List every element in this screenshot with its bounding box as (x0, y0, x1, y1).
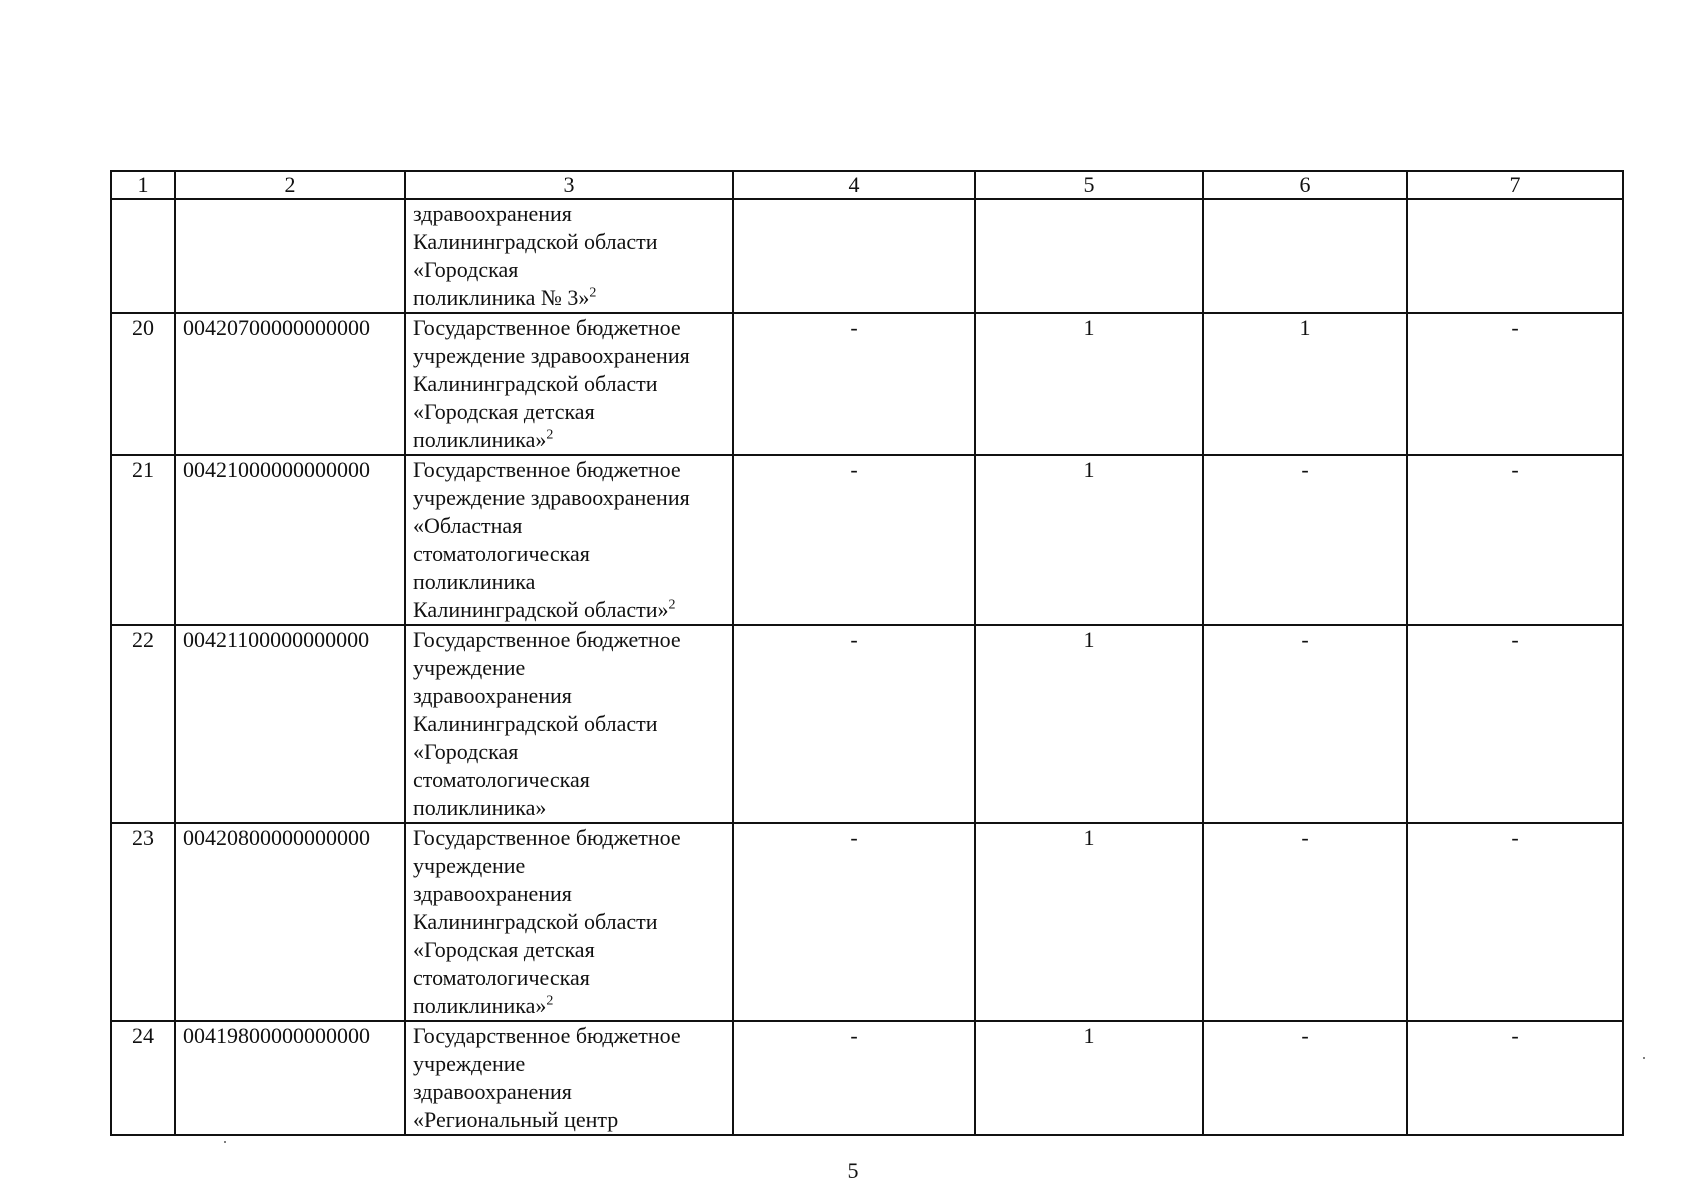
institution-name-line (413, 284, 725, 312)
institution-name-text: стоматологическая (413, 965, 590, 990)
institution-name-text: «Городская детская (413, 937, 595, 962)
institution-name-line (413, 794, 725, 822)
institution-name-text: здравоохранения (413, 201, 572, 226)
footnote-marker: 2 (668, 597, 676, 613)
institution-name-text: учреждение здравоохранения (413, 485, 690, 510)
institution-name-line (413, 484, 725, 512)
table-row (111, 199, 1623, 313)
header-cell: 4 (733, 171, 975, 199)
row-code: 00420700000000000 (175, 313, 405, 455)
table-row (111, 455, 1623, 625)
institution-name-text: поликлиника» (413, 427, 547, 452)
institution-name-line (413, 568, 725, 596)
institution-name-text: здравоохранения (413, 1079, 572, 1104)
institution-name-text: Государственное бюджетное (413, 825, 681, 850)
header-cell: 6 (1203, 171, 1407, 199)
footnote-marker: 2 (589, 285, 597, 301)
header-cell: 7 (1407, 171, 1623, 199)
institution-name-line (413, 682, 725, 710)
institution-name-line (413, 766, 725, 794)
institution-name-text: Калининградской области» (413, 597, 669, 622)
institution-name-text: стоматологическая (413, 541, 590, 566)
institution-name-line (413, 908, 725, 936)
col7-value (1407, 199, 1623, 313)
institution-name-line (413, 626, 725, 654)
institution-name-line (413, 654, 725, 682)
col6-value: - (1203, 625, 1407, 823)
table-row (111, 1021, 1623, 1135)
col6-value: - (1203, 823, 1407, 1021)
institution-name-text: «Городская (413, 257, 519, 282)
institution-name (405, 625, 733, 823)
header-cell: 1 (111, 171, 175, 199)
row-number (111, 199, 175, 313)
institution-name-text: поликлиника» (413, 795, 547, 820)
row-code (175, 199, 405, 313)
institution-name-text: «Региональный центр (413, 1107, 619, 1132)
institution-name (405, 1021, 733, 1135)
col5-value: 1 (975, 823, 1203, 1021)
institution-name-line (413, 596, 725, 624)
col5-value: 1 (975, 313, 1203, 455)
footnote-marker: 2 (546, 993, 554, 1009)
col7-value: - (1407, 823, 1623, 1021)
page-number: 5 (847, 1158, 859, 1183)
col7-value: - (1407, 1021, 1623, 1135)
institution-name-line (413, 1106, 725, 1134)
institution-name-line (413, 540, 725, 568)
institution-name-line (413, 738, 725, 766)
col4-value: - (733, 625, 975, 823)
institution-name-line (413, 1022, 725, 1050)
header-cell: 5 (975, 171, 1203, 199)
institution-name-line (413, 964, 725, 992)
institution-name-line (413, 710, 725, 738)
row-number: 24 (111, 1021, 175, 1135)
col7-value: - (1407, 625, 1623, 823)
scan-speck (224, 1141, 226, 1143)
data-table (110, 170, 1624, 1136)
col5-value: 1 (975, 625, 1203, 823)
scan-speck (1643, 1057, 1645, 1059)
institution-name-line (413, 228, 725, 256)
institution-name-text: учреждение (413, 853, 526, 878)
institution-name-line (413, 426, 725, 454)
table-row (111, 625, 1623, 823)
row-code: 00421000000000000 (175, 455, 405, 625)
institution-name-line (413, 512, 725, 540)
col6-value (1203, 199, 1407, 313)
col7-value: - (1407, 455, 1623, 625)
institution-name-text: Калининградской области (413, 909, 658, 934)
row-number: 20 (111, 313, 175, 455)
row-code: 00421100000000000 (175, 625, 405, 823)
institution-name-text: Государственное бюджетное (413, 315, 681, 340)
col5-value (975, 199, 1203, 313)
institution-name-line (413, 824, 725, 852)
header-row (111, 171, 1623, 199)
institution-name (405, 455, 733, 625)
institution-name-line (413, 992, 725, 1020)
institution-name (405, 313, 733, 455)
col6-value: - (1203, 1021, 1407, 1135)
institution-name (405, 823, 733, 1021)
institution-name-text: «Городская (413, 739, 519, 764)
institution-name-line (413, 936, 725, 964)
institution-name-text: Государственное бюджетное (413, 627, 681, 652)
institution-name-text: стоматологическая (413, 767, 590, 792)
institution-name-text: поликлиника» (413, 993, 547, 1018)
row-code: 00420800000000000 (175, 823, 405, 1021)
institution-name-text: учреждение (413, 655, 526, 680)
col4-value: - (733, 823, 975, 1021)
institution-name-text: учреждение здравоохранения (413, 343, 690, 368)
row-number: 21 (111, 455, 175, 625)
col7-value: - (1407, 313, 1623, 455)
col5-value: 1 (975, 455, 1203, 625)
institution-name-line (413, 256, 725, 284)
table-row (111, 313, 1623, 455)
col4-value: - (733, 455, 975, 625)
institution-name-text: Государственное бюджетное (413, 1023, 681, 1048)
header-cell: 2 (175, 171, 405, 199)
institution-name-text: Калининградской области (413, 371, 658, 396)
col4-value (733, 199, 975, 313)
row-code: 00419800000000000 (175, 1021, 405, 1135)
institution-name-line (413, 1050, 725, 1078)
institution-name-line (413, 370, 725, 398)
institution-name-text: Государственное бюджетное (413, 457, 681, 482)
institution-name-text: учреждение (413, 1051, 526, 1076)
row-number: 23 (111, 823, 175, 1021)
header-cell: 3 (405, 171, 733, 199)
institution-name-line (413, 342, 725, 370)
institution-name (405, 199, 733, 313)
institution-name-line (413, 880, 725, 908)
institution-name-text: Калининградской области (413, 711, 658, 736)
footnote-marker: 2 (546, 427, 554, 443)
col4-value: - (733, 313, 975, 455)
institution-name-line (413, 852, 725, 880)
table-row (111, 823, 1623, 1021)
col4-value: - (733, 1021, 975, 1135)
institution-name-text: «Областная (413, 513, 523, 538)
institution-name-text: здравоохранения (413, 683, 572, 708)
row-number: 22 (111, 625, 175, 823)
institution-name-text: «Городская детская (413, 399, 595, 424)
col6-value: - (1203, 455, 1407, 625)
col5-value: 1 (975, 1021, 1203, 1135)
institution-name-line (413, 314, 725, 342)
col6-value: 1 (1203, 313, 1407, 455)
institution-name-text: здравоохранения (413, 881, 572, 906)
institution-name-line (413, 200, 725, 228)
institution-name-text: поликлиника № 3» (413, 285, 590, 310)
institution-name-line (413, 398, 725, 426)
institution-name-line (413, 1078, 725, 1106)
institution-name-line (413, 456, 725, 484)
institution-name-text: Калининградской области (413, 229, 658, 254)
institution-name-text: поликлиника (413, 569, 536, 594)
